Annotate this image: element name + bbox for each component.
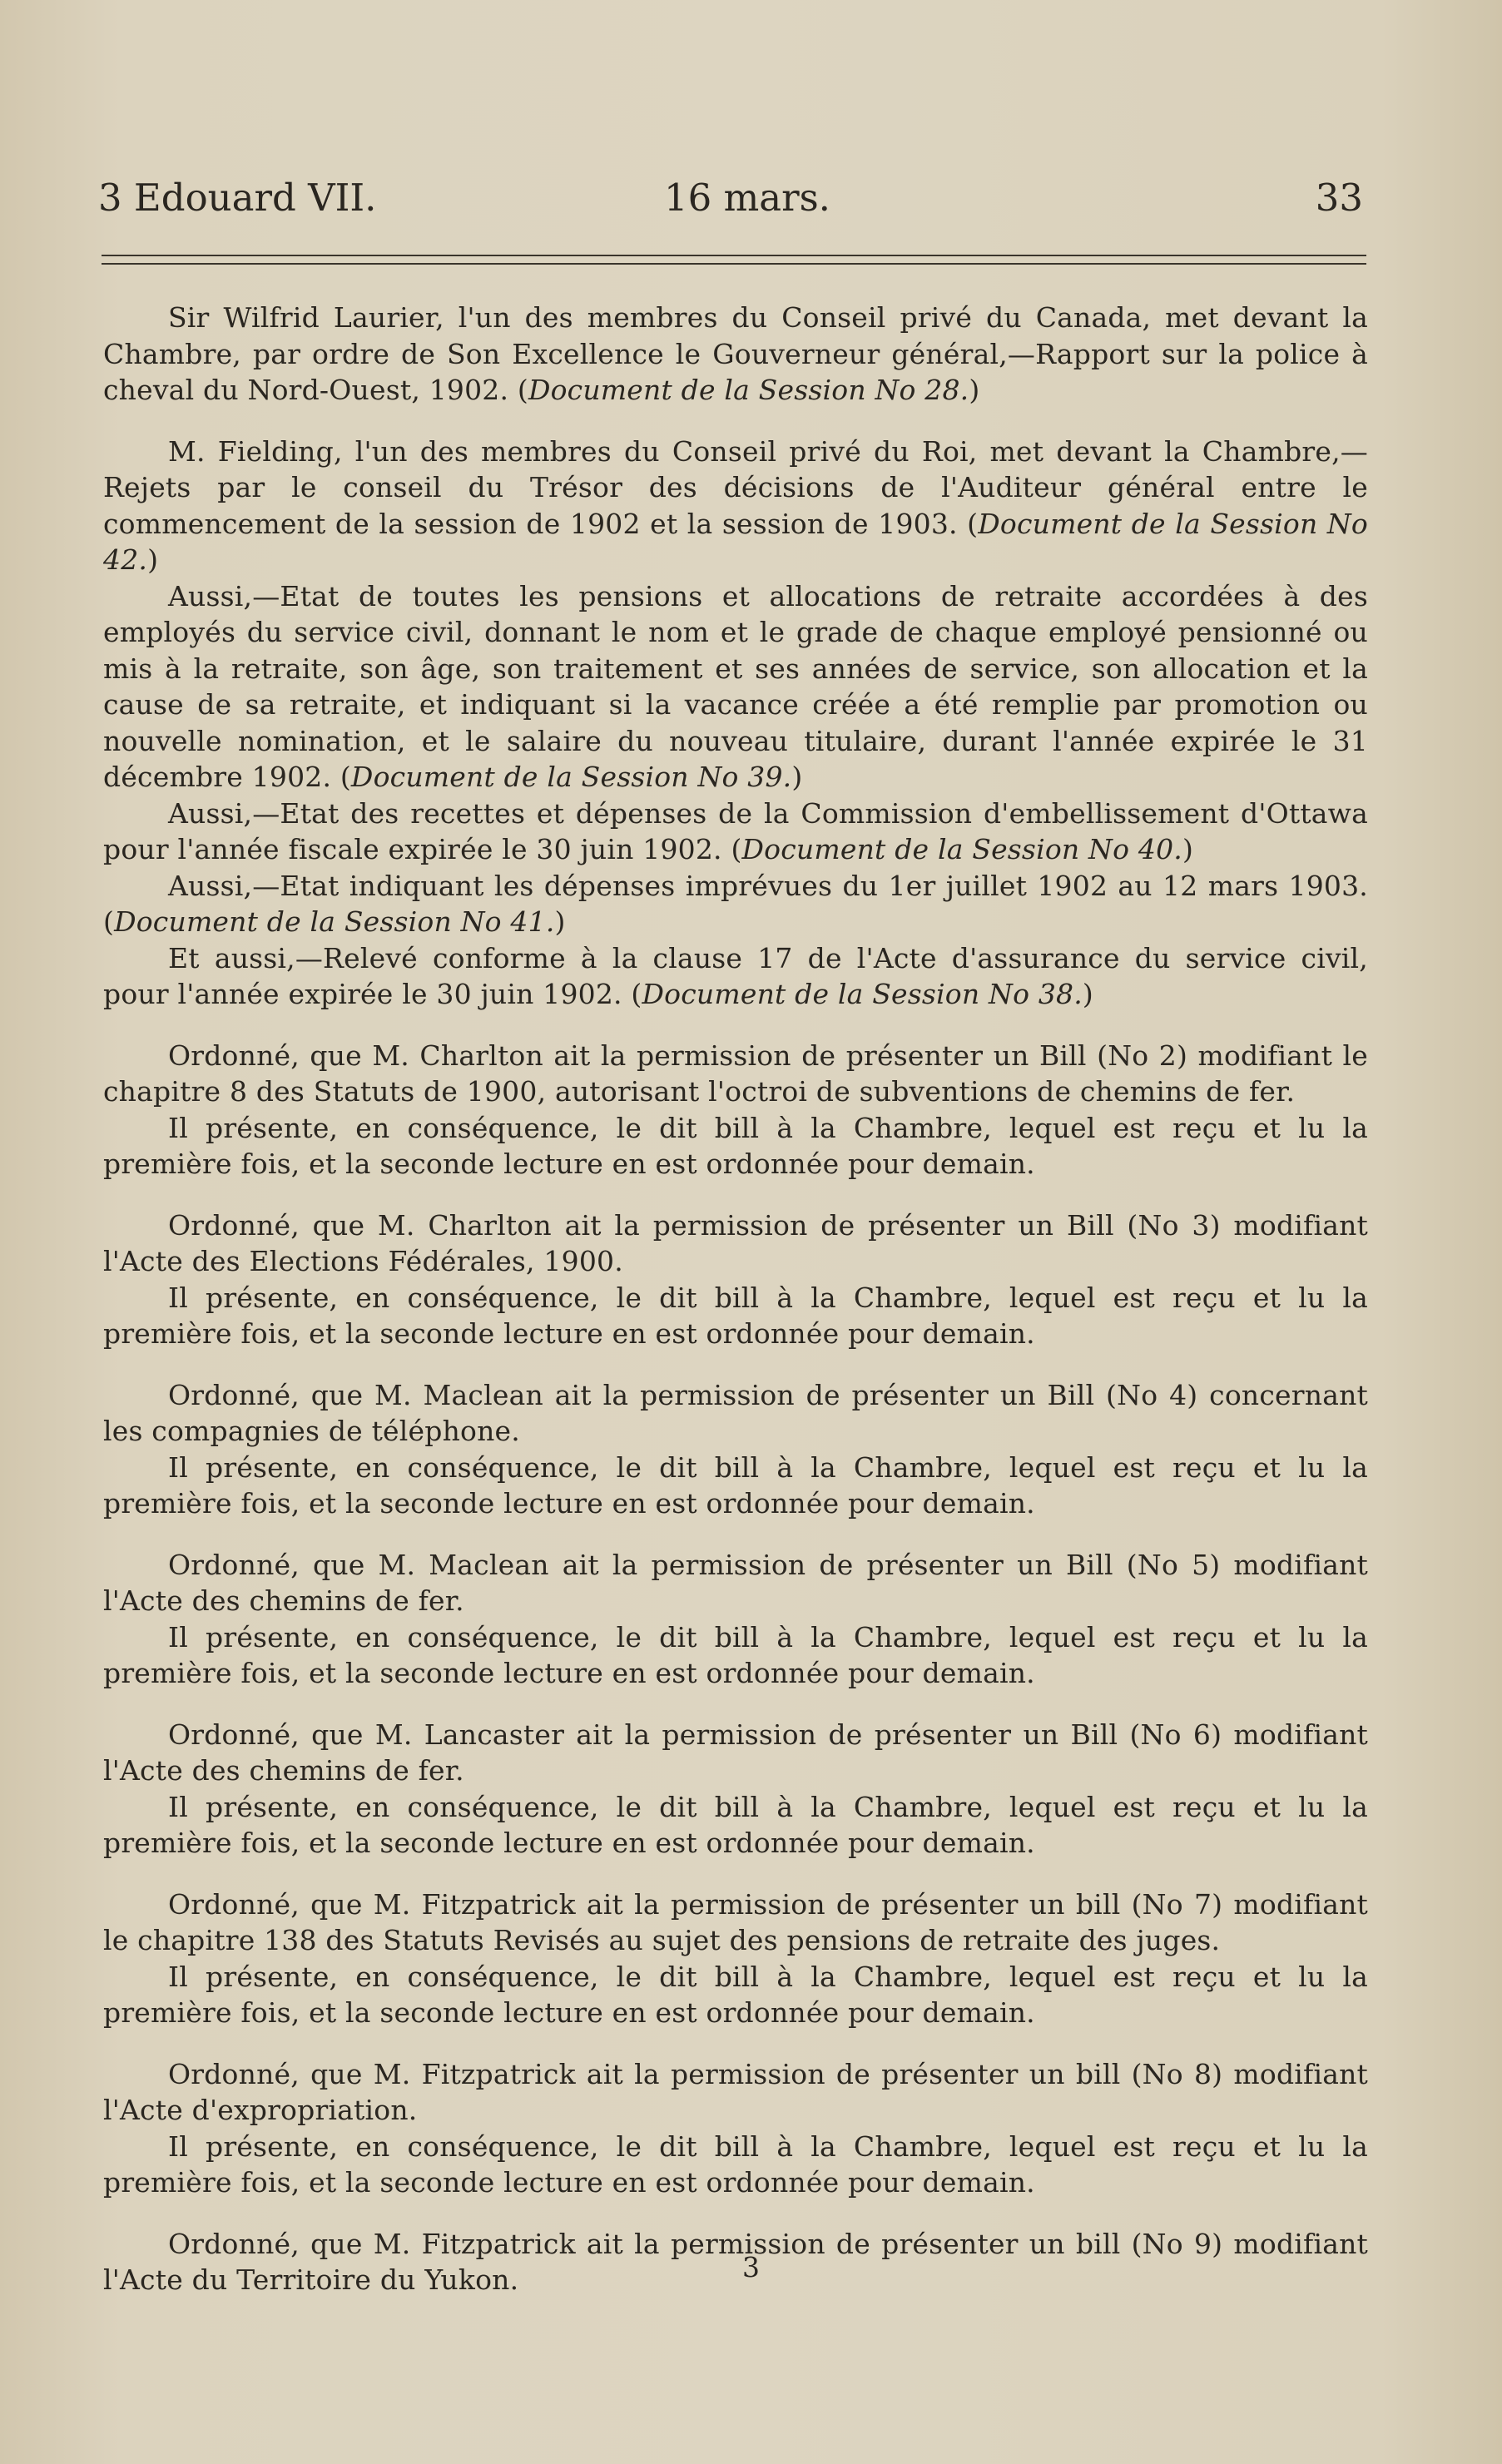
paragraph-2: M. Fielding, l'un des membres du Conseil privé du Roi, met devant la Chambre,—Rejets par le conseil du Trésor des décisions de l'Auditeur général entre le commencement de la session de 1902 et la session de 1903. (Document de la Session No 42.) bbox=[103, 434, 1368, 576]
paragraph-11: Ordonné, que M. Maclean ait la permission de présenter un Bill (No 4) concernant les compagnies de téléphone. bbox=[103, 1378, 1368, 1447]
header-regnal-year: 3 Edouard VII. bbox=[98, 176, 377, 220]
paragraph-6: Et aussi,—Relevé conforme à la clause 17 de l'Acte d'assurance du service civil, pour l'année expirée le 30 juin 1902. (Document de la Session No 38.) bbox=[103, 941, 1368, 1010]
paragraph-7: Ordonné, que M. Charlton ait la permission de présenter un Bill (No 2) modifiant le chapitre 8 des Statuts de 1900, autorisant l'octroi de subventions de chemins de fer. bbox=[103, 1039, 1368, 1108]
paragraph-14: Il présente, en conséquence, le dit bill à la Chambre, lequel est reçu et lu la première fois, et la seconde lecture en est ordonnée pour demain. bbox=[103, 1620, 1368, 1689]
page-number: 33 bbox=[1315, 176, 1363, 220]
paragraph-21: Ordonné, que M. Fitzpatrick ait la permission de présenter un bill (No 9) modifiant l'Acte du Territoire du Yukon. bbox=[103, 2227, 1368, 2296]
paragraph-10: Il présente, en conséquence, le dit bill à la Chambre, lequel est reçu et lu la première fois, et la seconde lecture en est ordonnée pour demain. bbox=[103, 1281, 1368, 1350]
paragraph-15: Ordonné, que M. Lancaster ait la permission de présenter un Bill (No 6) modifiant l'Acte des chemins de fer. bbox=[103, 1718, 1368, 1787]
paragraph-19: Ordonné, que M. Fitzpatrick ait la permission de présenter un bill (No 8) modifiant l'Acte d'expropriation. bbox=[103, 2057, 1368, 2126]
paragraph-17: Ordonné, que M. Fitzpatrick ait la permission de présenter un bill (No 7) modifiant le chapitre 138 des Statuts Revisés au sujet des pensions de retraite des juges. bbox=[103, 1887, 1368, 1956]
paragraph-8: Il présente, en conséquence, le dit bill à la Chambre, lequel est reçu et lu la première fois, et la seconde lecture en est ordonnée pour demain. bbox=[103, 1111, 1368, 1180]
paragraph-13: Ordonné, que M. Maclean ait la permission de présenter un Bill (No 5) modifiant l'Acte des chemins de fer. bbox=[103, 1548, 1368, 1617]
paragraph-9: Ordonné, que M. Charlton ait la permission de présenter un Bill (No 3) modifiant l'Acte des Elections Fédérales, 1900. bbox=[103, 1208, 1368, 1277]
journal-body bbox=[103, 300, 1368, 2298]
paragraph-12: Il présente, en conséquence, le dit bill à la Chambre, lequel est reçu et lu la première fois, et la seconde lecture en est ordonnée pour demain. bbox=[103, 1450, 1368, 1520]
signature-mark: 3 bbox=[742, 2251, 760, 2283]
paragraph-20: Il présente, en conséquence, le dit bill à la Chambre, lequel est reçu et lu la première fois, et la seconde lecture en est ordonnée pour demain. bbox=[103, 2129, 1368, 2199]
running-header bbox=[98, 173, 1363, 223]
paragraph-16: Il présente, en conséquence, le dit bill à la Chambre, lequel est reçu et lu la première fois, et la seconde lecture en est ordonnée pour demain. bbox=[103, 1790, 1368, 1859]
paragraph-18: Il présente, en conséquence, le dit bill à la Chambre, lequel est reçu et lu la première fois, et la seconde lecture en est ordonnée pour demain. bbox=[103, 1960, 1368, 2029]
paragraph-3: Aussi,—Etat de toutes les pensions et allocations de retraite accordées à des employés du service civil, donnant le nom et le grade de chaque employé pensionné ou mis à la retraite, son âge, son traitement et ses années de service, son allocation et la cause de sa retraite, et indiquant si la vacance créée a été remplie par promotion ou nouvelle nomination, et le salaire du nouveau titulaire, durant l'année expirée le 31 décembre 1902. (Document de la Session No 39.) bbox=[103, 579, 1368, 793]
header-double-rule bbox=[102, 255, 1366, 265]
paragraph-4: Aussi,—Etat des recettes et dépenses de la Commission d'embellissement d'Ottawa pour l'année fiscale expirée le 30 juin 1902. (Document de la Session No 40.) bbox=[103, 796, 1368, 865]
header-date: 16 mars. bbox=[664, 176, 830, 220]
paragraph-5: Aussi,—Etat indiquant les dépenses imprévues du 1er juillet 1902 au 12 mars 1903. (Document de la Session No 41.) bbox=[103, 869, 1368, 938]
paragraph-1: Sir Wilfrid Laurier, l'un des membres du Conseil privé du Canada, met devant la Chambre, par ordre de Son Excellence le Gouverneur général,—Rapport sur la police à cheval du Nord-Ouest, 1902. (Document de la Session No 28.) bbox=[103, 301, 1368, 406]
